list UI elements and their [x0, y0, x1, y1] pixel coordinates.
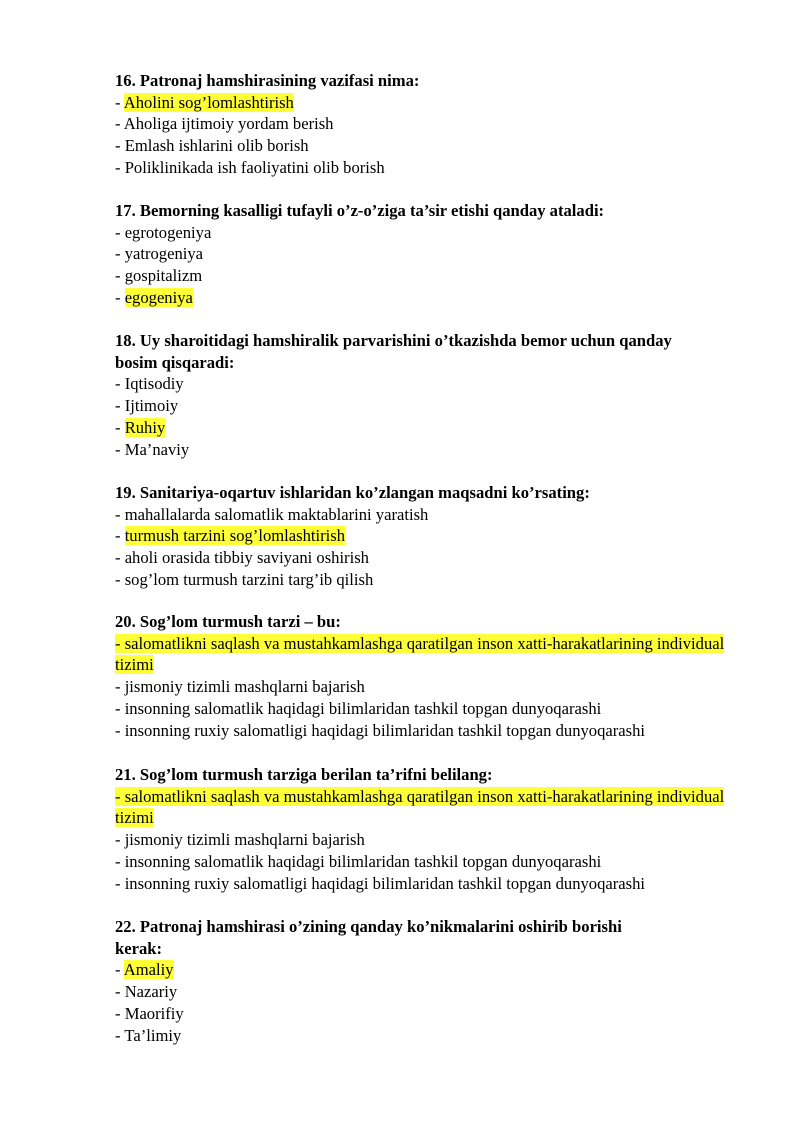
option: - jismoniy tizimli mashqlarni bajarish: [115, 830, 365, 850]
option: - Nazariy: [115, 982, 178, 1002]
option: - egrotogeniya: [115, 222, 212, 242]
option: - jismoniy tizimli mashqlarni bajarish: [115, 677, 365, 697]
option: - aholi orasida tibbiy saviyani oshirish: [115, 548, 369, 568]
option: - sog’lom turmush tarzini targ’ib qilish: [115, 569, 374, 589]
option: - insonning ruxiy salomatligi haqidagi bilimlaridan tashkil topgan dunyoqarashi: [115, 720, 646, 740]
question-19: [115, 482, 755, 591]
option: - Aholiga ijtimoiy yordam berish: [115, 114, 334, 134]
question-text: 20. Sog’lom turmush tarzi – bu:: [115, 612, 341, 631]
option: - Emlash ishlarini olib borish: [115, 136, 309, 156]
question-21: [115, 764, 755, 894]
option: - Ruhiy: [115, 417, 166, 437]
question-text: 17. Bemorning kasalligi tufayli o’z-o’ziga ta’sir etishi qanday ataladi:: [115, 201, 605, 220]
question-22: [115, 916, 655, 1046]
option: - mahallalarda salomatlik maktablarini yaratish: [115, 504, 429, 524]
question-17: [115, 200, 755, 309]
option: - Aholini sog’lomlashtirish: [115, 92, 294, 112]
option: - Maorifiy: [115, 1003, 184, 1023]
option: - turmush tarzini sog’lomlashtirish: [115, 526, 345, 546]
question-text: 22. Patronaj hamshirasi o’zining qanday ko’nikmalarini oshirib borishi kerak:: [115, 917, 622, 958]
option: - insonning salomatlik haqidagi bilimlaridan tashkil topgan dunyoqarashi: [115, 698, 602, 718]
option: - Iqtisodiy: [115, 374, 184, 394]
question-text: 18. Uy sharoitidagi hamshiralik parvarishini o’tkazishda bemor uchun qanday bosim qisqaradi:: [115, 331, 672, 372]
question-20: [115, 611, 755, 741]
question-16: [115, 70, 755, 179]
option: - insonning ruxiy salomatligi haqidagi bilimlaridan tashkil topgan dunyoqarashi: [115, 873, 646, 893]
option: - Ma’naviy: [115, 439, 190, 459]
question-text: 21. Sog’lom turmush tarziga berilan ta’rifni belilang:: [115, 765, 493, 784]
option: - Ijtimoiy: [115, 396, 179, 416]
option: - salomatlikni saqlash va mustahkamlashga qaratilgan inson xatti-harakatlarining individual tizimi: [115, 786, 725, 828]
option: - gospitalizm: [115, 266, 203, 286]
question-text: 19. Sanitariya-oqartuv ishlaridan ko’zlangan maqsadni ko’rsating:: [115, 483, 590, 502]
option: - salomatlikni saqlash va mustahkamlashga qaratilgan inson xatti-harakatlarining individual tizimi: [115, 633, 725, 675]
option: - egogeniya: [115, 287, 193, 307]
option: - Amaliy: [115, 960, 174, 980]
option: - Poliklinikada ish faoliyatini olib borish: [115, 157, 385, 177]
question-text: 16. Patronaj hamshirasining vazifasi nima:: [115, 71, 420, 90]
option: - yatrogeniya: [115, 244, 204, 264]
option: - insonning salomatlik haqidagi bilimlaridan tashkil topgan dunyoqarashi: [115, 851, 602, 871]
option: - Ta’limiy: [115, 1025, 182, 1045]
question-18: [115, 330, 715, 460]
